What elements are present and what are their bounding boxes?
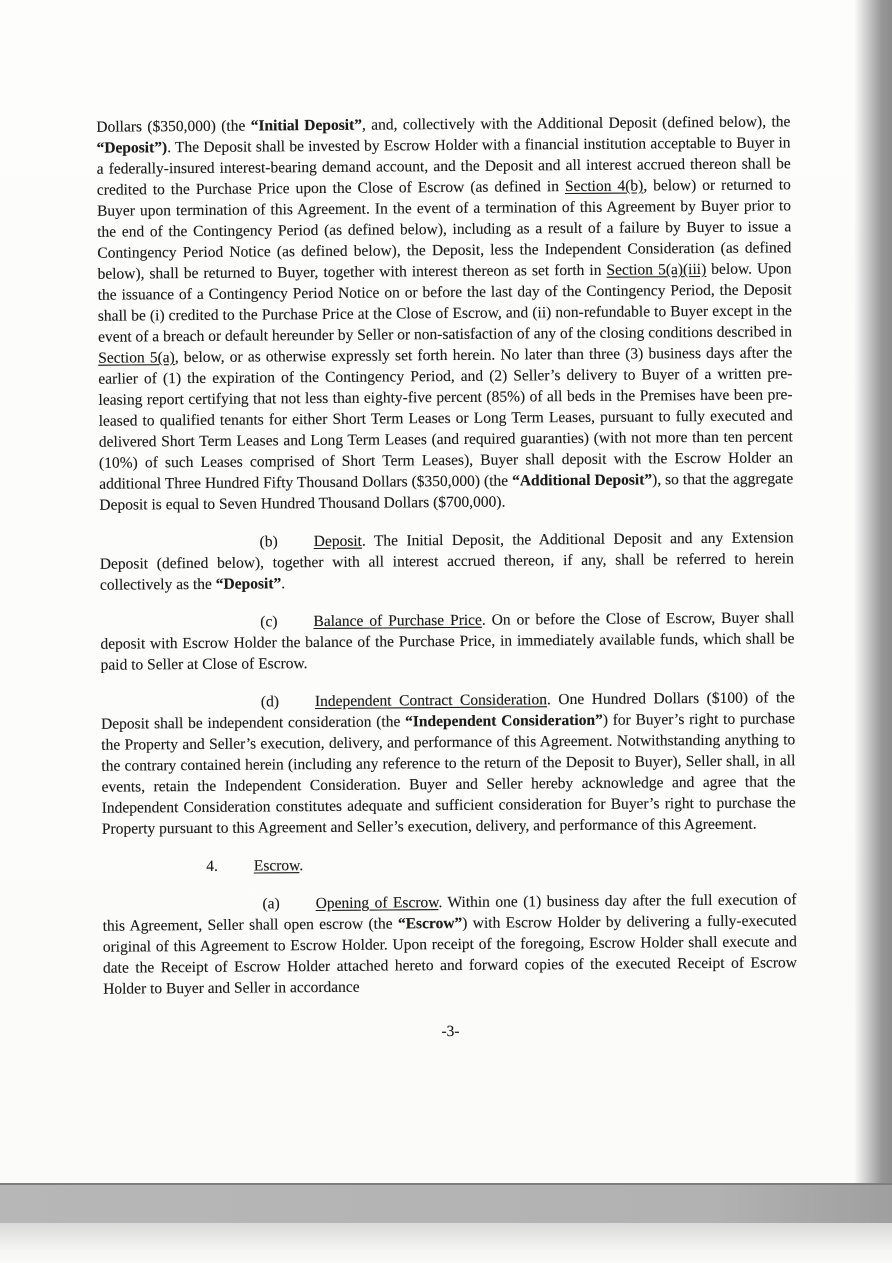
text-segment: “Initial Deposit” <box>250 116 363 135</box>
text-segment: ) for Buyer’s right to purchase the Property and Seller’s execution, delivery, and performance of this Agreement. Notwithstanding anything to the contrary contained herein (including any reference to the return of the Deposit to Buyer), Seller shall, in all events, retain the Independent Consideration. Buyer and Seller hereby acknowledge and agree that the Independent Consideration constitutes adequate and sufficient consideration for Buyer’s right to purchase the Property pursuant to this Agreement and Seller’s execution, delivery, and performance of this Agreement. <box>101 710 796 838</box>
text-segment: . <box>299 857 304 875</box>
paragraph-d-independent-contract-consideration <box>101 687 796 839</box>
paragraph-deposit-continuation <box>96 111 793 515</box>
text-segment: . One Hundred Dollars ($100) of the Deposit shall be independent consideration (the <box>101 689 795 733</box>
paragraph-b-deposit <box>100 527 794 595</box>
page-number: -3- <box>441 1022 460 1041</box>
text-segment: (d) <box>260 693 280 711</box>
text-segment: . Within one (1) business day after the full execution of this Agreement, Seller shall open escrow (the <box>102 891 797 935</box>
paragraph-c-balance-of-purchase-price <box>100 607 794 675</box>
text-segment: Section 4(b) <box>564 177 644 196</box>
text-segment: “Independent Consideration” <box>405 711 603 731</box>
paragraph-a-opening-of-escrow <box>102 889 797 999</box>
text-segment: Deposit <box>313 532 363 551</box>
text-segment: (b) <box>259 533 278 551</box>
text-segment: Opening of Escrow <box>315 894 439 913</box>
text-segment: below. Upon the issuance of a Contingency Period Notice on or before the last day of the Contingency Period, the Deposit shall be (i) credited to the Purchase Price at the Close of Escrow, and (ii) non-refundable to Buyer except in the event of a breach or default hereunder by Seller or non-satisfaction of any of the closing conditions described in <box>97 260 793 346</box>
text-segment: . <box>281 575 286 593</box>
scan-edge-bottom-fade <box>0 1223 892 1263</box>
text-segment: Dollars ($350,000) (the <box>96 117 251 136</box>
text-segment: Balance of Purchase Price <box>313 611 482 631</box>
text-segment: , and, collectively with the Additional Deposit (defined below), the <box>361 113 791 134</box>
text-segment: , below) or returned to Buyer upon termination of this Agreement. In the event of a termination of this Agreement by Buyer prior to the end of the Contingency Period (as defined below), including as a result of a failure by Buyer to issue a Contingency Period Notice (as defined below), the Deposit, less the Independent Consideration (as defined below), shall be returned to Buyer, together with interest thereon as set forth in <box>96 176 792 283</box>
text-segment: “Additional Deposit” <box>512 471 653 490</box>
text-segment: ) with Escrow Holder by delivering a fully-executed original of this Agreement to Escrow Holder. Upon receipt of the foregoing, Escrow Holder shall execute and date the Receipt of Escrow Holder attached hereto and forward copies of the executed Receipt of Escrow Holder to Buyer and Seller in accordance <box>102 912 798 998</box>
scan-edge-right <box>854 0 892 1263</box>
text-segment: Independent Contract Consideration <box>314 691 548 711</box>
text-segment: “Escrow” <box>397 914 463 933</box>
text-segment: 4. <box>206 857 218 875</box>
text-segment: Section 5(a) <box>98 349 175 367</box>
text-segment: , below, or as otherwise expressly set forth herein. No later than three (3) business days after the earlier of (1) the expiration of the Contingency Period, and (2) Seller’s delivery to Buyer of a written pre-leasing report certifying that not less than eighty-five percent (85%) of all beds in the Premises have been pre-leased to qualified tenants for either Short Term Leases or Long Term Leases, pursuant to fully executed and delivered Short Term Leases and Long Term Leases (and required guaranties) (with not more than ten percent (10%) of such Leases comprised of Short Term Leases), Buyer shall deposit with the Escrow Holder an additional Three Hundred Fifty Thousand Dollars ($350,000) (the <box>98 344 794 493</box>
text-segment: ), so that the aggregate Deposit is equal to Seven Hundred Thousand Dollars ($700,000). <box>99 470 794 514</box>
heading-section-4-escrow <box>102 851 796 877</box>
text-segment: (c) <box>260 613 278 631</box>
text-segment: “Deposit” <box>215 575 282 593</box>
document-body <box>96 111 797 1061</box>
text-segment: “Deposit”) <box>96 139 168 157</box>
text-segment: Escrow <box>253 857 300 875</box>
text-segment: . The Deposit shall be invested by Escrow Holder with a financial institution acceptable to Buyer in a federally-insured interest-bearing demand account, and the Deposit and all interest accrued thereon shall be credited to the Purchase Price upon the Close of Escrow (as defined in <box>96 134 791 199</box>
text-segment: (a) <box>262 895 280 913</box>
text-segment: . The Initial Deposit, the Additional Deposit and any Extension Deposit (defined below), together with all interest accrued thereon, if any, shall be referred to herein collectively as the <box>99 529 794 594</box>
text-segment: Section 5(a)(iii) <box>606 260 707 279</box>
scan-edge-bottom-band <box>0 1185 892 1223</box>
text-segment: . On or before the Close of Escrow, Buyer shall deposit with Escrow Holder the balance of the Purchase Price, in immediately available funds, which shall be paid to Seller at Close of Escrow. <box>100 609 795 674</box>
